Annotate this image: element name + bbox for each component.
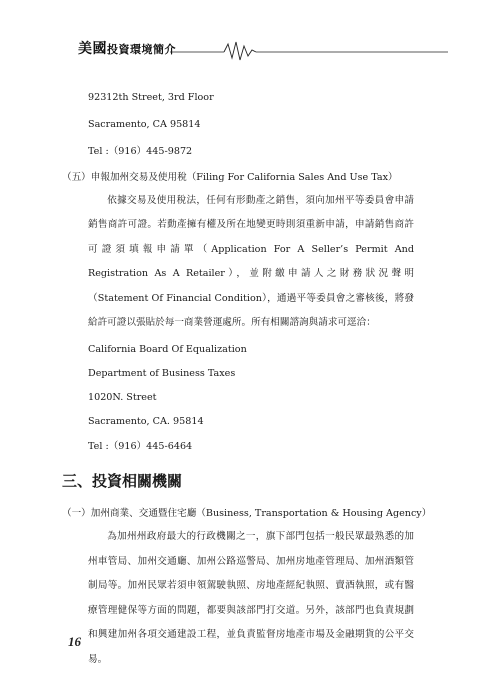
section-5-paragraph: 依據交易及使用稅法，任何有形動產之銷售，須向加州平等委員會申請銷售商許可證。若動產擁有權及所在地變更時則須重新申請，申請銷售商許可證須填報申請單（Application For A Seller’s Permit And Registration As A Retailer），並附繳申請人之財務狀況聲明（Statement Of Financial Condition），通過平等委員會之審核後，將發給許可證以張貼於每一商業營運處所。所有相關諮詢與請求可逕洽： xyxy=(88,194,414,329)
address-line: Sacramento, CA. 95814 xyxy=(88,416,204,428)
page-number: 16 xyxy=(68,634,81,649)
main-content xyxy=(62,88,432,672)
section-3-sub-1-paragraph: 為加州州政府最大的行政機關之一，旗下部門包括一般民眾最熟悉的加州車管局、加州交通廳、加州公路巡警局、加州房地產管理局、加州酒類管制局等。加州民眾若須申領駕駛執照、房地產經紀執照、賣酒執照，或有醫療管理健保等方面的問題，都要與該部門打交道。另外，該部門也負責規劃和興建加州各項交通建設工程，並負責監督房地產市場及金融期貨的公平交易。 xyxy=(88,531,414,665)
header-heartbeat-line-icon xyxy=(78,36,448,62)
section-3-heading: 三、投資相關機關 xyxy=(62,471,183,490)
header-title-rest: 投資環境簡介 xyxy=(107,43,176,56)
address-line: California Board Of Equalization xyxy=(88,343,247,355)
address-line: Tel :（916）445-6464 xyxy=(88,440,193,452)
address-line: 1020N. Street xyxy=(88,392,157,404)
section-3-sub-1-heading: （一）加州商業、交通暨住宅廳（Business, Transportation & Housing Agency） xyxy=(62,507,432,519)
section-5-heading: （五）申報加州交易及使用稅（Filing For California Sales And Use Tax） xyxy=(62,171,398,183)
address-block-2 xyxy=(88,340,414,456)
address-line: 92312th Street, 3rd Floor xyxy=(88,92,214,103)
address-line: Sacramento, CA 95814 xyxy=(88,119,201,131)
page-header xyxy=(78,36,448,62)
address-line: Tel :（916）445-9872 xyxy=(88,146,193,158)
header-title-big: 美國 xyxy=(78,41,107,57)
address-line: Department of Business Taxes xyxy=(88,368,236,380)
address-block-1 xyxy=(88,88,414,162)
